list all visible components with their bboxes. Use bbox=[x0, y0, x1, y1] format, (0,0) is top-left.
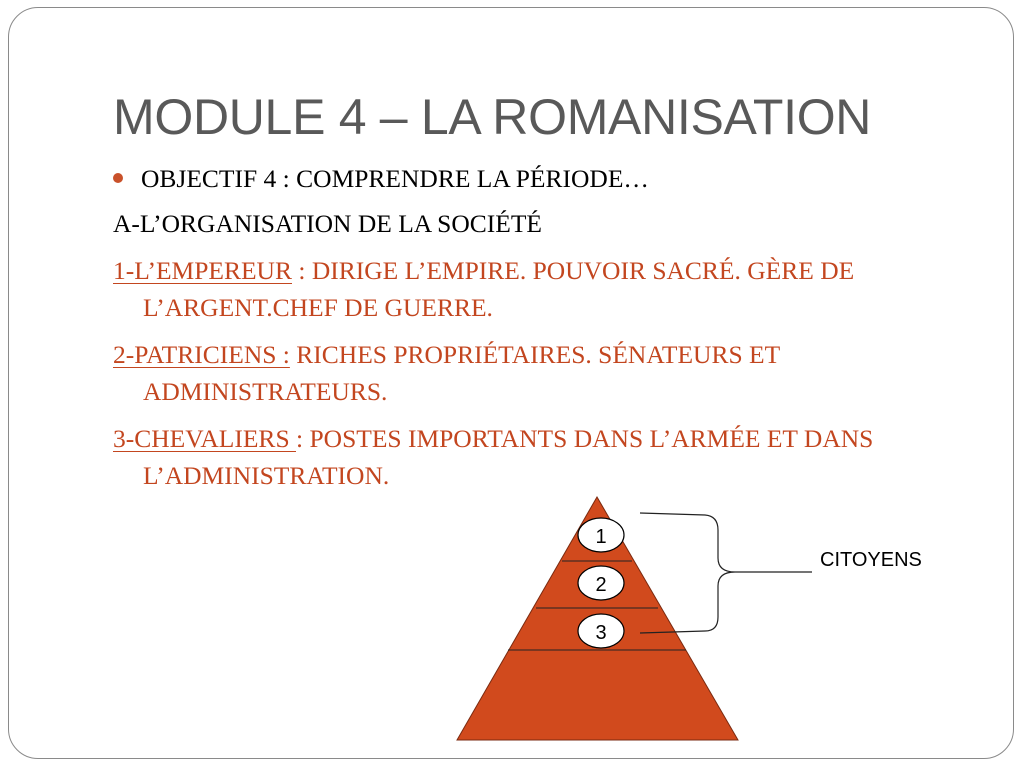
item-description: POSTES IMPORTANTS DANS L’ARMÉE ET DANS L’ADMINISTRATION. bbox=[143, 424, 874, 490]
item-term: 1-L’EMPEREUR bbox=[113, 256, 292, 285]
pyramid-level-3 bbox=[578, 614, 624, 648]
pyramid-level-label: 2 bbox=[595, 574, 607, 596]
pyramid-level-label: 1 bbox=[595, 526, 607, 548]
objective-text: OBJECTIF 4 : COMPRENDRE LA PÉRIODE… bbox=[141, 164, 649, 193]
item-term: 3-CHEVALIERS bbox=[113, 424, 296, 453]
section-heading: A-L’ORGANISATION DE LA SOCIÉTÉ bbox=[113, 209, 542, 238]
pyramid-level-label: 3 bbox=[595, 622, 607, 644]
item-description: DIRIGE L’EMPIRE. POUVOIR SACRÉ. GÈRE DE L’ARGENT.CHEF DE GUERRE. bbox=[143, 256, 855, 322]
pyramid-level-2 bbox=[578, 566, 624, 600]
slide-title: MODULE 4 – LA ROMANISATION bbox=[113, 89, 872, 145]
item-separator: : bbox=[292, 256, 312, 285]
item-term: 2-PATRICIENS : bbox=[113, 340, 290, 369]
citizens-label: CITOYENS bbox=[820, 549, 922, 571]
item-description: RICHES PROPRIÉTAIRES. SÉNATEURS ET ADMINISTRATEURS. bbox=[143, 340, 780, 406]
item-separator: : bbox=[296, 424, 310, 453]
pyramid-level-1 bbox=[578, 518, 624, 552]
